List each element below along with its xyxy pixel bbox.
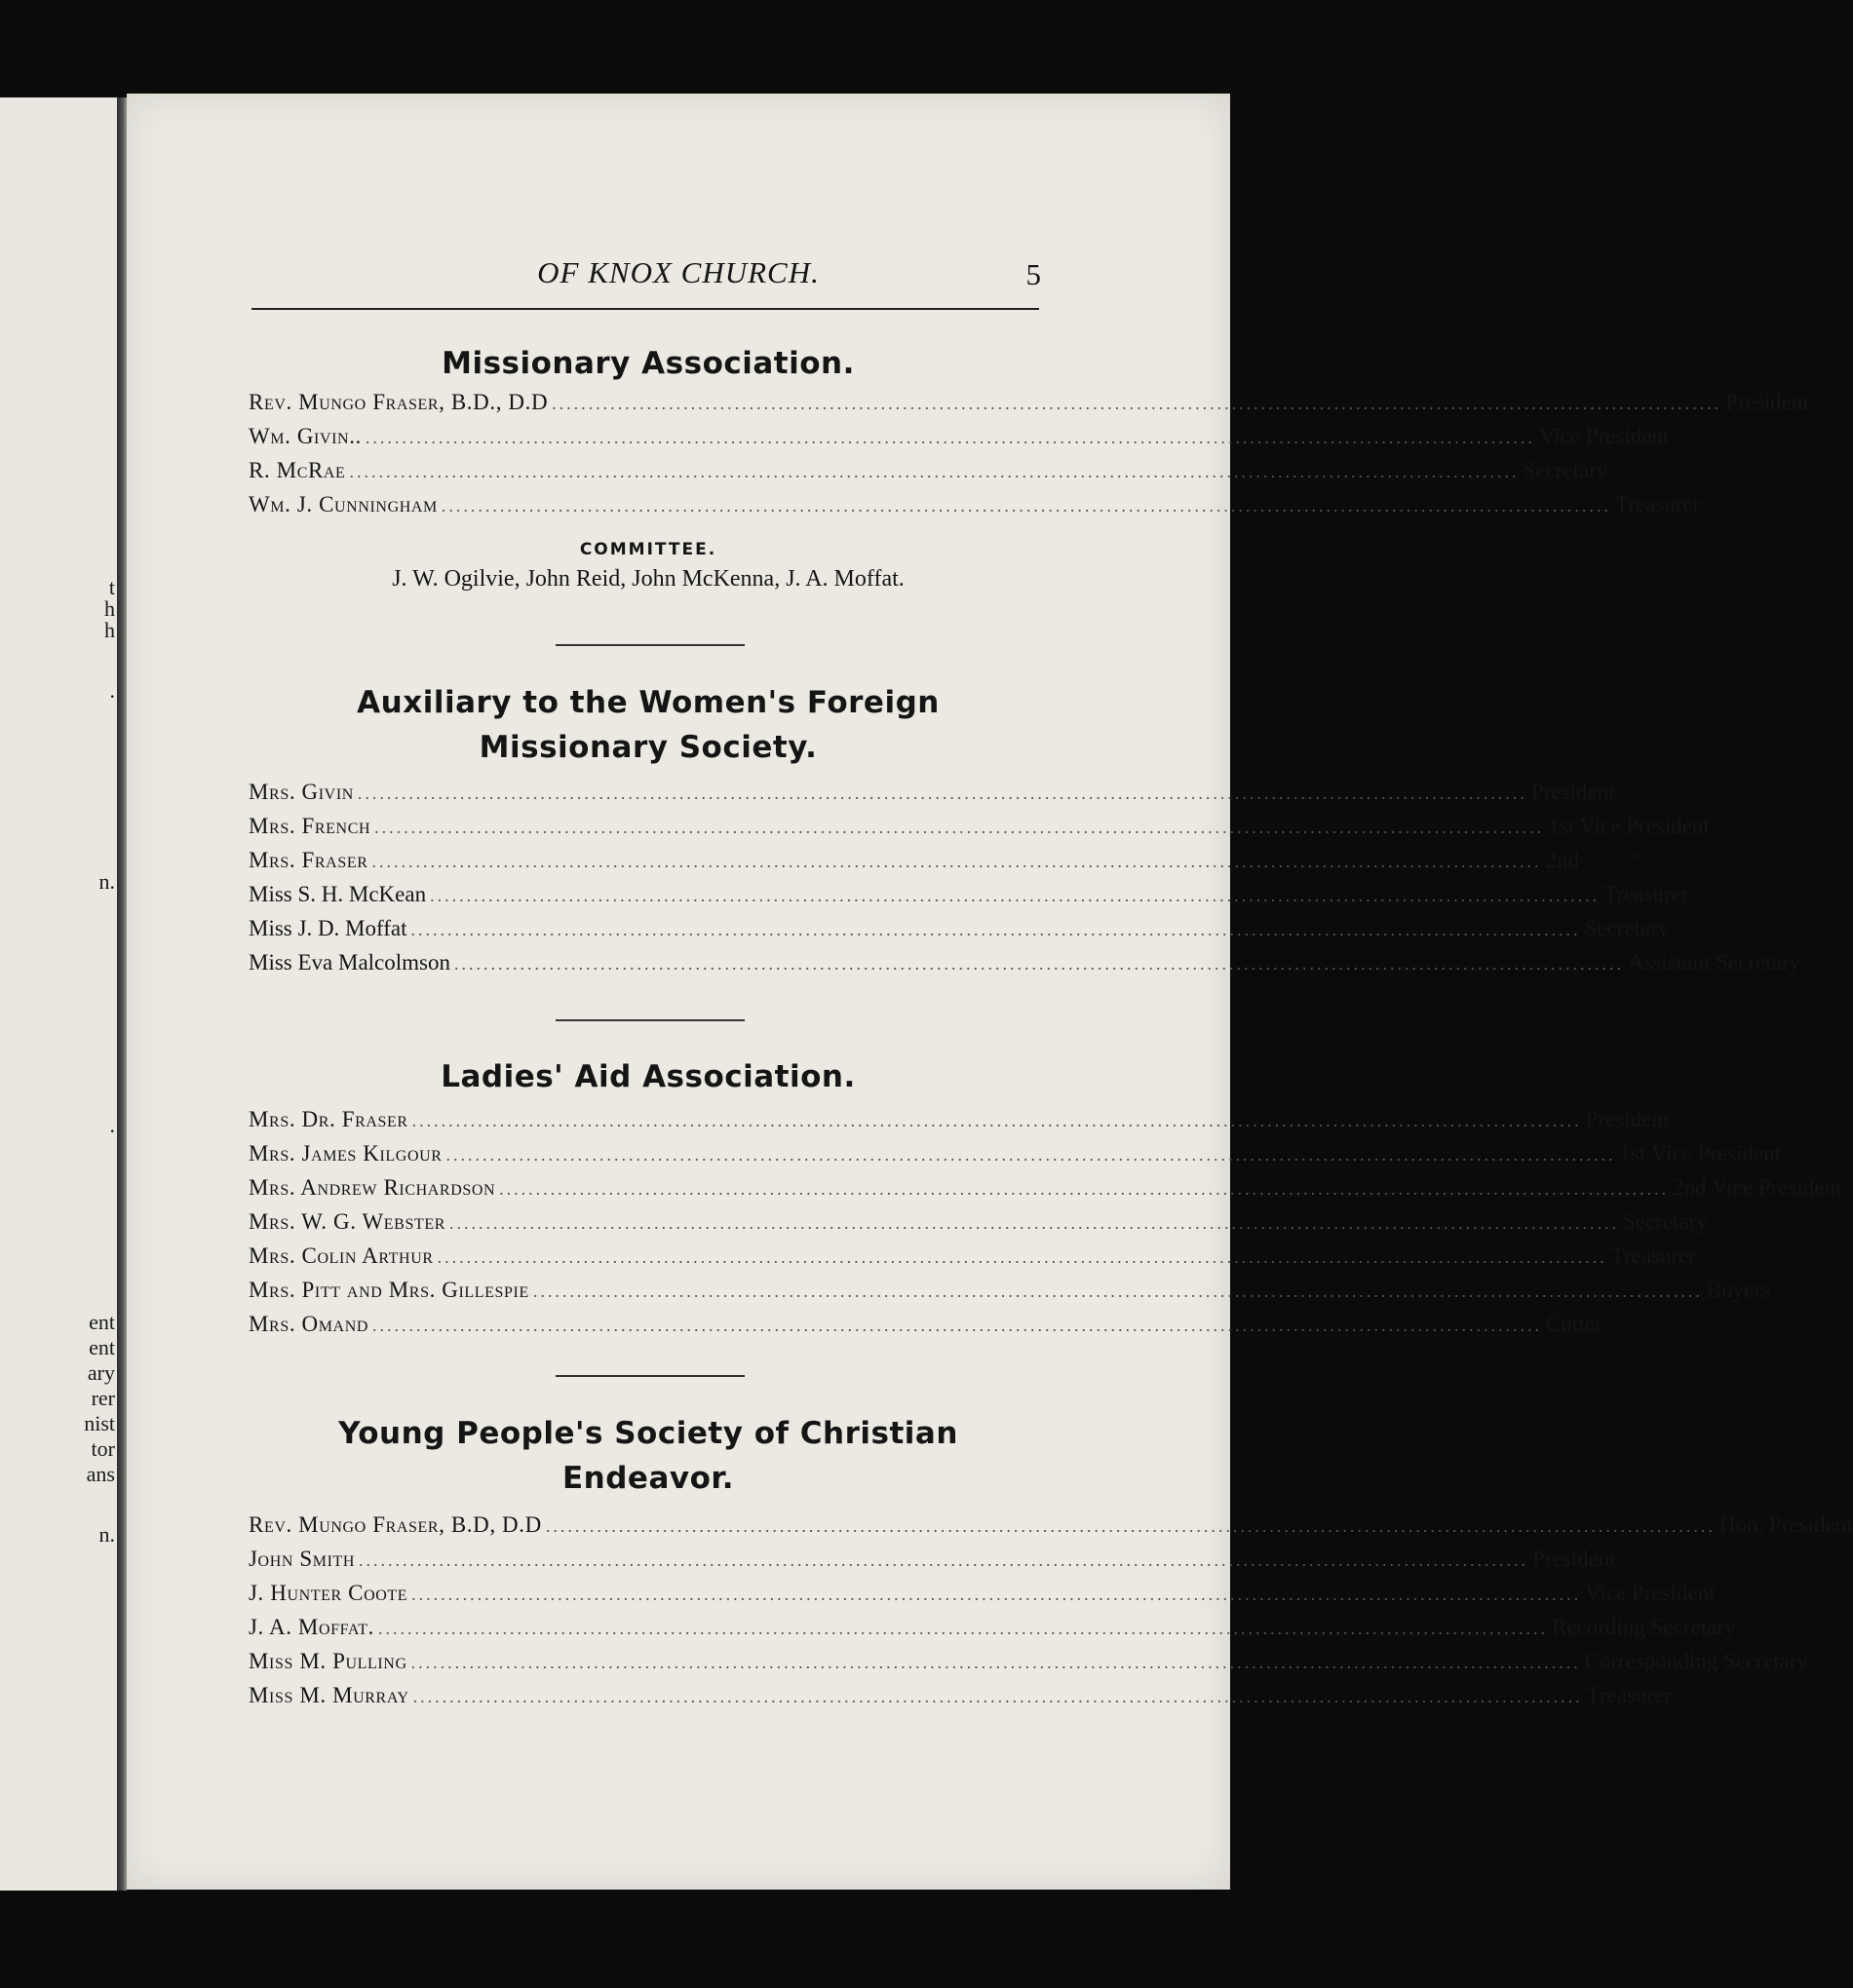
officer-name: J. Hunter Coote	[249, 1581, 408, 1605]
section-title: Young People's Society of Christian	[338, 1416, 958, 1451]
officer-row	[249, 1274, 1771, 1308]
officer-name: Miss S. H. McKean	[249, 882, 427, 906]
officer-row	[249, 1509, 1853, 1543]
leader-dots: ................................................................................................................................................................	[371, 852, 1542, 871]
leader-dots: ................................................................................................................................................................	[349, 462, 1520, 481]
officer-title: 1st Vice President	[1619, 1141, 1782, 1166]
edge-fragment: h	[104, 618, 115, 642]
officer-title: Treasurer	[1614, 492, 1701, 516]
officer-title: Hon. President	[1718, 1512, 1853, 1537]
edge-fragment: .	[109, 1113, 115, 1137]
officer-name: Mrs. Andrew Richardson	[249, 1175, 496, 1200]
page	[127, 94, 1853, 1890]
edge-fragment: ent	[89, 1335, 115, 1359]
edge-fragment: nist	[84, 1411, 115, 1435]
officer-row	[249, 912, 1670, 946]
running-head: OF KNOX CHURCH.	[537, 255, 820, 289]
officer-title: 2nd “	[1545, 848, 1640, 872]
edge-fragment: n.	[98, 1522, 115, 1547]
officer-row	[249, 810, 1710, 844]
officer-title: President	[1725, 390, 1809, 414]
leader-dots: ................................................................................................................................................................	[545, 1516, 1716, 1536]
officer-list	[249, 1509, 1853, 1713]
officer-name: J. A. Moffat.	[249, 1615, 375, 1639]
officer-title: Secretary	[1584, 916, 1670, 940]
officer-name: Mrs. Fraser	[249, 848, 368, 872]
edge-fragment: ans	[86, 1462, 115, 1486]
officer-row	[249, 1137, 1782, 1171]
officer-title: President	[1585, 1107, 1670, 1131]
officer-name: Wm. J. Cunningham	[249, 492, 438, 516]
book-gutter	[117, 97, 127, 1891]
officer-name: Mrs. W. G. Webster	[249, 1209, 445, 1234]
section-separator	[556, 1019, 745, 1021]
committee-heading: COMMITTEE.	[579, 540, 717, 559]
officer-row	[249, 1205, 1708, 1240]
officer-title: 2nd Vice President	[1673, 1175, 1842, 1200]
officer-row	[249, 1611, 1736, 1645]
leader-dots: ................................................................................................................................................................	[437, 1247, 1607, 1267]
officer-row	[249, 1577, 1716, 1611]
officer-title: Corresponding Secretary	[1584, 1649, 1808, 1673]
officer-row	[249, 1679, 1672, 1713]
section-title-line-2: Missionary Society.	[479, 730, 818, 765]
officer-row	[249, 454, 1608, 488]
officer-title: President	[1530, 780, 1615, 804]
edge-fragment: ary	[87, 1360, 115, 1385]
officer-row	[249, 420, 1670, 454]
leader-dots: ................................................................................................................................................................	[357, 784, 1527, 803]
section-christian-endeavor	[249, 1411, 1853, 1713]
officer-name: Rev. Mungo Fraser, B.D., D.D	[249, 390, 549, 414]
officer-title: Secretary	[1523, 458, 1608, 482]
section-title-line-2: Endeavor.	[561, 1461, 735, 1496]
officer-name: Mrs. James Kilgour	[249, 1141, 443, 1166]
officer-row	[249, 1171, 1842, 1205]
leader-dots: ................................................................................................................................................................	[359, 1550, 1529, 1570]
officer-row	[249, 776, 1615, 810]
officer-title: Treasurer	[1586, 1683, 1672, 1707]
page-number: 5	[1025, 257, 1041, 291]
officer-list	[249, 776, 1800, 980]
header-rule	[251, 308, 1039, 310]
officer-name: Mrs. Givin	[249, 780, 354, 804]
leader-dots: ................................................................................................................................................................	[499, 1179, 1670, 1199]
officer-name: Miss Eva Malcolmson	[249, 950, 450, 975]
section-separator	[556, 1375, 745, 1377]
officer-row	[249, 386, 1809, 420]
officer-row	[249, 488, 1701, 522]
officer-name: Mrs. French	[249, 814, 371, 838]
leader-dots: ................................................................................................................................................................	[532, 1281, 1703, 1301]
leader-dots: ................................................................................................................................................................	[412, 1687, 1583, 1706]
officer-list	[249, 386, 1809, 522]
officer-title: Secretary	[1622, 1209, 1708, 1234]
officer-title: 1st Vice President	[1548, 814, 1710, 838]
edge-fragment: h	[104, 596, 115, 621]
officer-name: Rev. Mungo Fraser, B.D, D.D	[249, 1512, 542, 1537]
officer-title: Buyers	[1706, 1278, 1771, 1302]
leader-dots: ................................................................................................................................................................	[430, 886, 1601, 905]
officer-title: Vice President	[1585, 1581, 1716, 1605]
officer-row	[249, 1240, 1696, 1274]
officer-row	[249, 878, 1689, 912]
edge-fragment: n.	[98, 869, 115, 894]
leader-dots: ................................................................................................................................................................	[441, 496, 1611, 516]
leader-dots: ................................................................................................................................................................	[411, 1111, 1582, 1130]
officer-name: R. McRae	[249, 458, 346, 482]
officer-row	[249, 1308, 1602, 1342]
section-womens-foreign-missionary	[249, 680, 1800, 980]
officer-title: Treasurer	[1603, 882, 1689, 906]
edge-fragment: ent	[89, 1310, 115, 1334]
leader-dots: ................................................................................................................................................................	[378, 1619, 1549, 1638]
officer-name: Mrs. Omand	[249, 1312, 369, 1336]
edge-fragment: rer	[91, 1386, 115, 1410]
leader-dots: ................................................................................................................................................................	[365, 428, 1535, 447]
officer-row	[249, 946, 1800, 980]
officer-title: Vice President	[1538, 424, 1670, 448]
leader-dots: ................................................................................................................................................................	[374, 818, 1545, 837]
section-title: Ladies' Aid Association.	[441, 1059, 856, 1094]
officer-title: President	[1532, 1547, 1616, 1571]
section-separator	[556, 644, 745, 646]
leader-dots: ................................................................................................................................................................	[454, 954, 1624, 974]
leader-dots: ................................................................................................................................................................	[372, 1316, 1543, 1335]
officer-name: Wm. Givin..	[249, 424, 362, 448]
edge-fragment: t	[108, 575, 115, 599]
leader-dots: ................................................................................................................................................................	[411, 1585, 1582, 1604]
officer-row	[249, 1645, 1808, 1679]
officer-title: Treasurer	[1610, 1243, 1696, 1268]
edge-fragment: .	[109, 678, 115, 703]
leader-dots: ................................................................................................................................................................	[445, 1145, 1616, 1165]
section-title: Missionary Association.	[442, 346, 855, 381]
officer-name: Miss M. Pulling	[249, 1649, 407, 1673]
officer-title: Cutter	[1546, 1312, 1602, 1336]
officer-title: Recording Secretary	[1552, 1615, 1736, 1639]
section-missionary-association	[249, 341, 1809, 596]
officer-name: Mrs. Colin Arthur	[249, 1243, 434, 1268]
officer-name: John Smith	[249, 1547, 356, 1571]
leader-dots: ................................................................................................................................................................	[410, 920, 1581, 939]
leader-dots: ................................................................................................................................................................	[448, 1213, 1619, 1233]
officer-name: Mrs. Dr. Fraser	[249, 1107, 408, 1131]
left-page-edge	[0, 97, 119, 1891]
leader-dots: ................................................................................................................................................................	[410, 1653, 1581, 1672]
officer-name: Miss J. D. Moffat	[249, 916, 407, 940]
section-ladies-aid	[249, 1054, 1842, 1342]
officer-title: Assistant Secretary	[1628, 950, 1800, 975]
officer-name: Miss M. Murray	[249, 1683, 409, 1707]
officer-row	[249, 1543, 1616, 1577]
officer-row	[249, 1103, 1670, 1137]
committee-members: J. W. Ogilvie, John Reid, John McKenna, J. A. Moffat.	[392, 566, 905, 592]
section-title: Auxiliary to the Women's Foreign	[357, 685, 940, 720]
officer-row	[249, 844, 1640, 878]
officer-list	[249, 1103, 1842, 1342]
officer-name: Mrs. Pitt and Mrs. Gillespie	[249, 1278, 529, 1302]
leader-dots: ................................................................................................................................................................	[552, 394, 1722, 413]
edge-fragment: tor	[91, 1436, 115, 1461]
